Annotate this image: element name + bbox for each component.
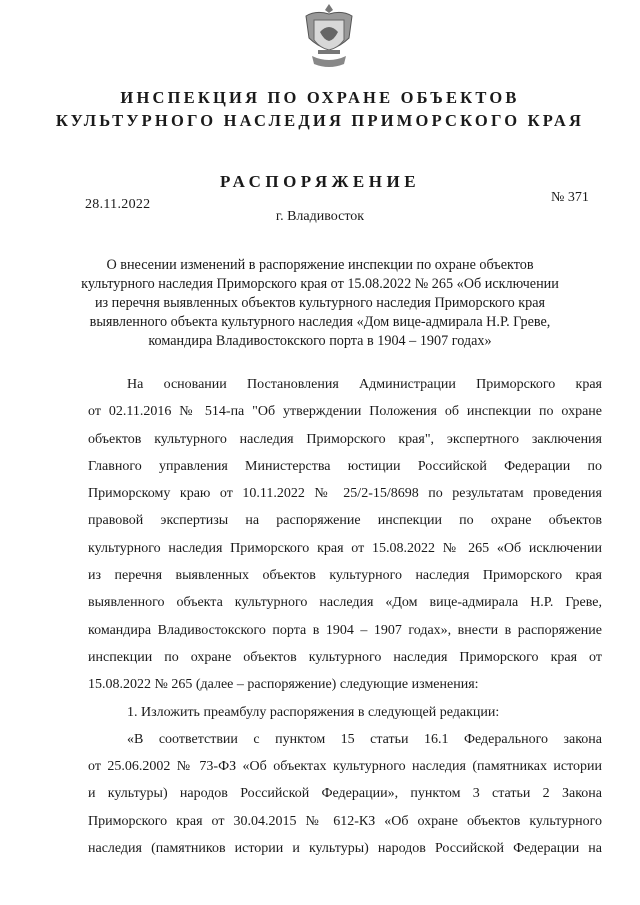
body-line: инспекции по охране объектов культурного наследия Приморского края от	[88, 649, 602, 665]
body-line: наследия (памятников истории и культуры) народов Российской Федерации на	[88, 841, 602, 857]
body-line: правовой экспертизы на распоряжение инспекции по охране объектов	[88, 513, 602, 529]
document-type-title: РАСПОРЯЖЕНИЕ	[219, 172, 421, 191]
body-line: объектов культурного наследия Приморского края", экспертного заключения	[88, 431, 602, 447]
body-line: Главного управления Министерства юстиции Российской Федерации по	[88, 458, 602, 474]
coat-of-arms-icon	[300, 2, 358, 72]
body-line: командира Владивостокского порта в 1904 – 1907 годах», внести в распоряжение	[88, 622, 602, 638]
document-body	[88, 371, 602, 862]
body-line: из перечня выявленных объектов культурного наследия Приморского края	[88, 568, 602, 584]
body-line: Приморскому краю от 10.11.2022 № 25/2-15/8698 по результатам проведения	[88, 486, 602, 502]
document-date: 28.11.2022	[85, 197, 151, 212]
body-line: Приморского края от 30.04.2015 № 612-КЗ «Об охране объектов культурного	[88, 813, 602, 829]
subject-line: культурного наследия Приморского края от 15.08.2022 № 265 «Об исключении	[81, 276, 559, 292]
body-line: от 02.11.2016 № 514-па "Об утверждении Положения об инспекции по охране	[88, 404, 602, 420]
body-line: 1. Изложить преамбулу распоряжения в следующей редакции:	[127, 704, 500, 720]
body-line: и культуры) народов Российской Федерации», пунктом 3 статьи 2 Закона	[88, 786, 602, 802]
document-subject	[80, 256, 560, 351]
body-line: от 25.06.2002 № 73-ФЗ «Об объектах культурного наследия (памятниках истории	[88, 759, 602, 775]
subject-line: командира Владивостокского порта в 1904 – 1907 годах»	[148, 333, 492, 349]
document-city: г. Владивосток	[275, 209, 365, 224]
document-number: № 371	[551, 190, 589, 205]
organization-name-line2: КУЛЬТУРНОГО НАСЛЕДИЯ ПРИМОРСКОГО КРАЯ	[55, 111, 585, 130]
subject-line: выявленного объекта культурного наследия «Дом вице-адмирала Н.Р. Греве,	[89, 314, 551, 330]
organization-name-line1: ИНСПЕКЦИЯ ПО ОХРАНЕ ОБЪЕКТОВ	[120, 88, 520, 107]
subject-line: О внесении изменений в распоряжение инспекции по охране объектов	[106, 257, 534, 273]
body-line: На основании Постановления Администрации Приморского края	[127, 377, 602, 392]
body-line: культурного наследия Приморского края от 15.08.2022 № 265 «Об исключении	[88, 540, 602, 556]
body-line: выявленного объекта культурного наследия «Дом вице-адмирала Н.Р. Греве,	[88, 595, 602, 611]
body-line: 15.08.2022 № 265 (далее – распоряжение) следующие изменения:	[88, 677, 479, 693]
body-line: «В соответствии с пунктом 15 статьи 16.1 Федерального закона	[127, 731, 602, 747]
subject-line: из перечня выявленных объектов культурного наследия Приморского края	[94, 295, 546, 311]
